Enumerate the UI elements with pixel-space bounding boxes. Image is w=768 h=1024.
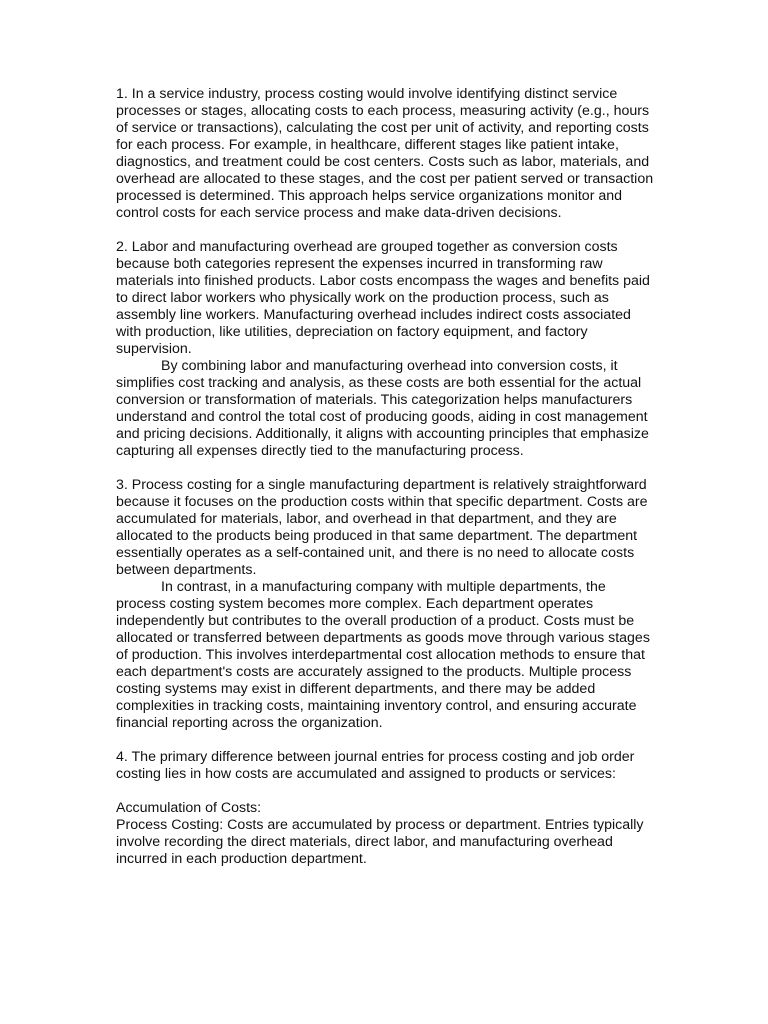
- paragraph-2b: By combining labor and manufacturing overhead into conversion costs, it simplifies cost tracking and analysis, as these costs are both essential for the actual conversion or transformation of materials. This categorization helps manufacturers understand and control the total cost of producing goods, aiding in cost management and pricing decisions. Additionally, it aligns with accounting principles that emphasize capturing all expenses directly tied to the manufacturing process.: [116, 358, 649, 459]
- section-heading-accumulation: Accumulation of Costs:: [116, 800, 262, 816]
- paragraph-4: 4. The primary difference between journal entries for process costing and job order costing lies in how costs are accumulated and assigned to products or services:: [116, 749, 635, 782]
- paragraph-2a: 2. Labor and manufacturing overhead are grouped together as conversion costs because both categories represent the expenses incurred in transforming raw materials into finished products. Labor costs encompass the wages and benefits paid to direct labor workers who physically work on the production process, such as assembly line workers. Manufacturing overhead includes indirect costs associated with production, like utilities, depreciation on factory equipment, and factory supervision.: [116, 239, 650, 357]
- document-page: [116, 86, 656, 868]
- paragraph-3b: In contrast, in a manufacturing company with multiple departments, the process costing system becomes more complex. Each department operates independently but contributes to the overall production of a product. Costs must be allocated or transferred between departments as goods move through various stages of production. This involves interdepartmental cost allocation methods to ensure that each department's costs are accurately assigned to the products. Multiple process costing systems may exist in different departments, and there may be added complexities in tracking costs, maintaining inventory control, and ensuring accurate financial reporting across the organization.: [116, 579, 650, 731]
- paragraph-process-costing: Process Costing: Costs are accumulated by process or department. Entries typically involve recording the direct materials, direct labor, and manufacturing overhead incurred in each production department.: [116, 817, 644, 867]
- paragraph-1: 1. In a service industry, process costing would involve identifying distinct service processes or stages, allocating costs to each process, measuring activity (e.g., hours of service or transactions), calculating the cost per unit of activity, and reporting costs for each process. For example, in healthcare, different stages like patient intake, diagnostics, and treatment could be cost centers. Costs such as labor, materials, and overhead are allocated to these stages, and the cost per patient served or transaction processed is determined. This approach helps service organizations monitor and control costs for each service process and make data-driven decisions.: [116, 86, 654, 221]
- paragraph-3a: 3. Process costing for a single manufacturing department is relatively straightforward because it focuses on the production costs within that specific department. Costs are accumulated for materials, labor, and overhead in that department, and they are allocated to the products being produced in that same department. The department essentially operates as a self-contained unit, and there is no need to allocate costs between departments.: [116, 477, 648, 578]
